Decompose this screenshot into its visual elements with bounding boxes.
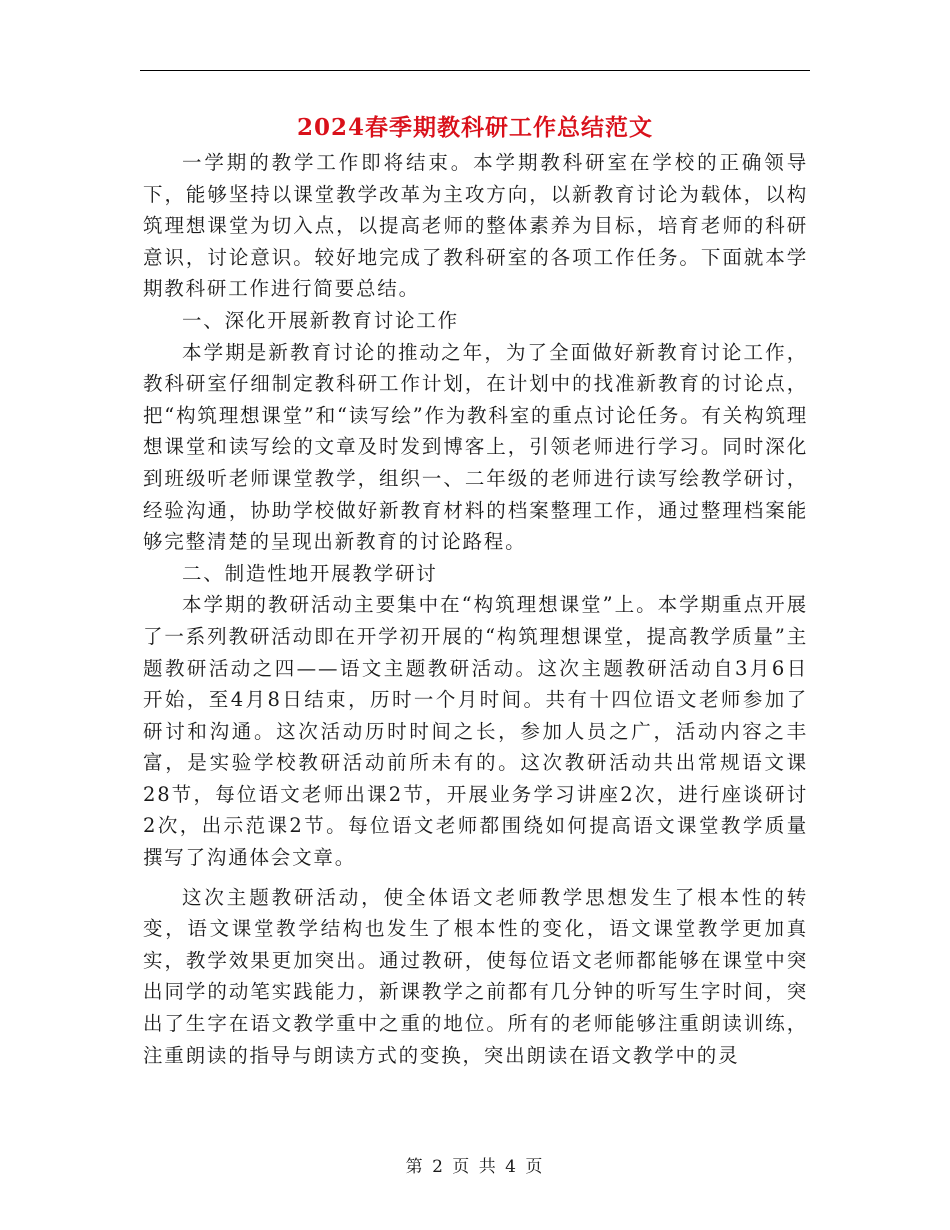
section-heading-2: 二、制造性地开展教学研讨 — [182, 561, 438, 585]
section-2-paragraph-2: 这次主题教研活动，使全体语文老师教学思想发生了根本性的转变，语文课堂教学结构也发生了根本性的变化，语文课堂教学更加真实，教学效果更加突出。通过教研，使每位语文老师都能够在课堂中突出同学的动笔实践能力，新课教学之前都有几分钟的听写生字时间，突出了生字在语文教学重中之重的地位。所有的老师能够注重朗读训练，注重朗读的指导与朗读方式的变换，突出朗读在语文教学中的灵 — [143, 885, 808, 1067]
section-heading-1: 一、深化开展新教育讨论工作 — [182, 308, 459, 332]
document-body — [143, 147, 808, 1071]
intro-paragraph: 一学期的教学工作即将结束。本学期教科研室在学校的正确领导下，能够坚持以课堂教学改革为主攻方向，以新教育讨论为载体，以构筑理想课堂为切入点，以提高老师的整体素养为目标，培育老师的科研意识，讨论意识。较好地完成了教科研室的各项工作任务。下面就本学期教科研工作进行简要总结。 — [143, 151, 808, 301]
section-1-paragraph: 本学期是新教育讨论的推动之年，为了全面做好新教育讨论工作，教科研室仔细制定教科研工作计划，在计划中的找准新教育的讨论点，把“构筑理想课堂”和“读写绘”作为教科室的重点讨论任务。有关构筑理想课堂和读写绘的文章及时发到博客上，引领老师进行学习。同时深化到班级听老师课堂教学，组织一、二年级的老师进行读写绘教学研讨，经验沟通，协助学校做好新教育材料的档案整理工作，通过整理档案能够完整清楚的呈现出新教育的讨论路程。 — [143, 340, 808, 554]
document-title: 2024春季期教科研工作总结范文 — [296, 114, 653, 141]
header-rule — [140, 70, 810, 71]
section-2-paragraph-1: 本学期的教研活动主要集中在“构筑理想课堂”上。本学期重点开展了一系列教研活动即在开学初开展的“构筑理想课堂，提高教学质量”主题教研活动之四——语文主题教研活动。这次主题教研活动自3月6日开始，至4月8日结束，历时一个月时间。共有十四位语文老师参加了研讨和沟通。这次活动历时时间之长，参加人员之广，活动内容之丰富，是实验学校教研活动前所未有的。这次教研活动共出常规语文课28节，每位语文老师出课2节，开展业务学习讲座2次，进行座谈研讨2次，出示范课2节。每位语文老师都围绕如何提高语文课堂教学质量撰写了沟通体会文章。 — [143, 593, 808, 870]
page-number-footer: 第 2 页 共 4 页 — [405, 1157, 545, 1177]
paragraph-gap — [143, 874, 808, 882]
